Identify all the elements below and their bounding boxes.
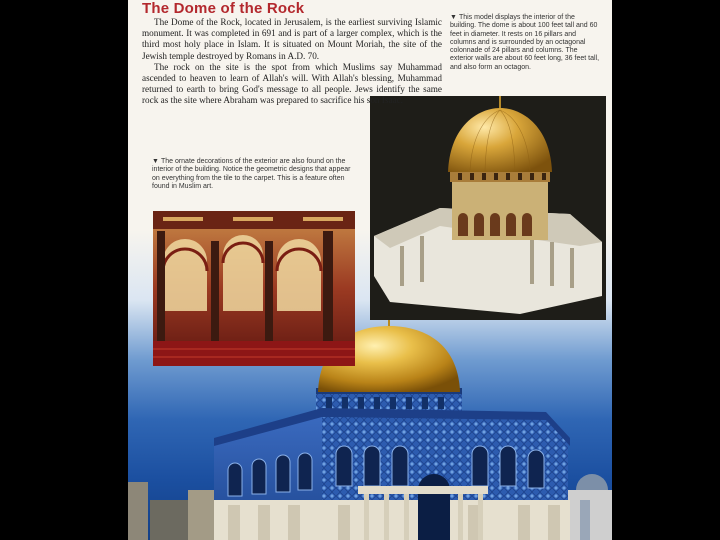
interior-photo bbox=[153, 211, 355, 366]
body-paragraph: The Dome of the Rock, located in Jerusalem, is the earliest surviving Islamic monument. It was completed in 691 and is part of a larger complex, which is the third most holy place in Islam. It is situated on Mount Moriah, the site of the Jewish temple destroyed by Romans in A.D. 70. bbox=[142, 17, 442, 61]
interior-caption bbox=[152, 158, 352, 191]
body-paragraph: The rock on the site is the spot from which Muslims say Muhammad ascended to heaven to learn of Allah's will. With Allah's blessing, Muhammad returned to earth to bring God's message to all people. Jews identify the same rock as the site where Abraham was prepared to sacrifice his son Isaac. bbox=[142, 61, 442, 106]
model-photo bbox=[370, 96, 606, 320]
textbook-page bbox=[128, 0, 612, 540]
down-triangle-icon: ▼ bbox=[450, 14, 457, 21]
body-text bbox=[142, 17, 442, 107]
interior-caption-text: The ornate decorations of the exterior are also found on the interior of the building. Notice the geometric designs that appear on everything from the tile to the carpet. This is a feature often found in Muslim art. bbox=[152, 158, 351, 190]
model-caption-text: This model displays the interior of the building. The dome is about 100 feet tall and 60 feet in diameter. It rests on 16 pillars and columns and is surrounded by an octagonal colonnade of 24 pillars and columns. The exterior walls are about 60 feet long, 36 feet tall, and also form an octagon. bbox=[450, 14, 600, 71]
model-caption bbox=[450, 14, 600, 72]
down-triangle-icon: ▼ bbox=[152, 158, 159, 165]
page-title: The Dome of the Rock bbox=[142, 0, 305, 17]
